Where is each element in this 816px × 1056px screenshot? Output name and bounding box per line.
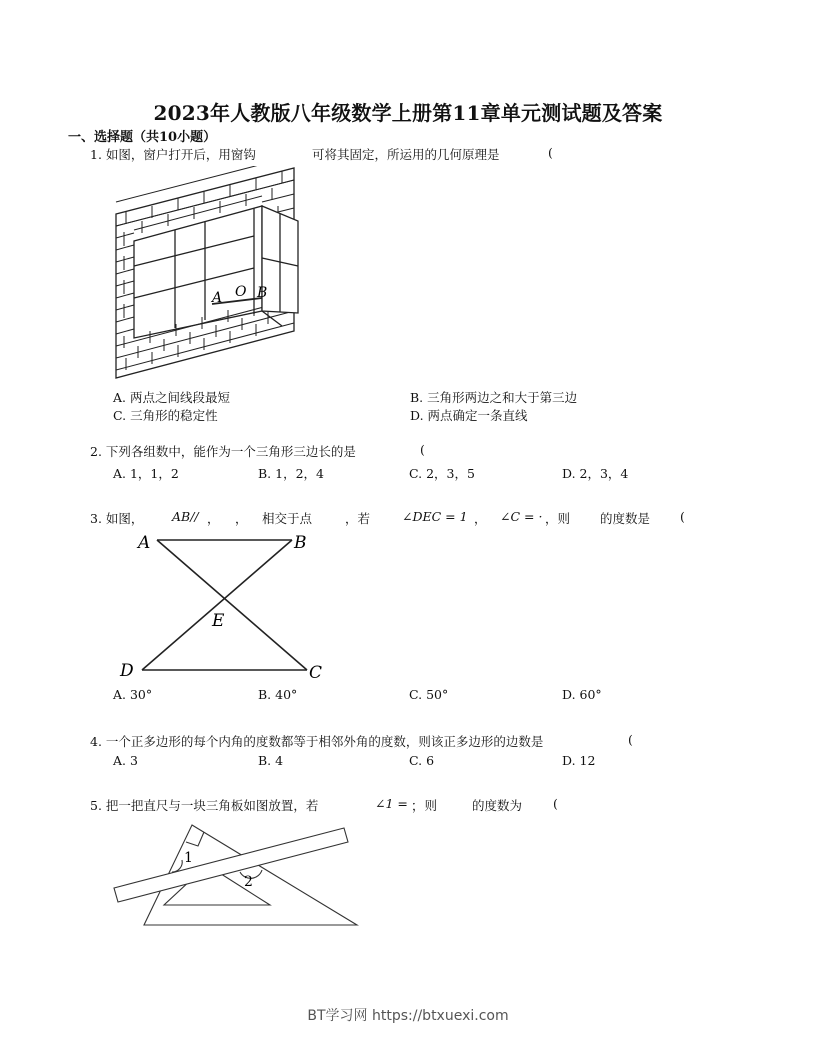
- q3-option-a[interactable]: A. 30°: [113, 687, 153, 702]
- q1-option-c[interactable]: C. 三角形的稳定性: [113, 408, 218, 423]
- ruler-triangle-figure: [112, 820, 372, 930]
- q3-option-d[interactable]: D. 60°: [562, 687, 602, 702]
- label-e: E: [212, 611, 225, 631]
- q3-comma-2: ，: [235, 511, 248, 526]
- label-a: A: [138, 533, 151, 553]
- q3-angle-c: ∠C = ·: [500, 509, 543, 524]
- q5-paren: (: [553, 796, 558, 811]
- q3-stem-part-then: ，则: [545, 511, 571, 526]
- site-watermark: BT学习网 https://btxuexi.com: [307, 1008, 509, 1024]
- q4-option-d[interactable]: D. 12: [562, 753, 596, 768]
- q3-stem-part-1: 3. 如图，: [90, 511, 144, 526]
- q1-stem-part-2: 可将其固定，所运用的几何原理是: [312, 147, 500, 162]
- label-b: B: [294, 533, 307, 553]
- label-angle-2: 2: [244, 874, 253, 890]
- q4-paren: (: [628, 732, 633, 747]
- q3-paren: (: [680, 509, 685, 524]
- q1-stem-part-1: 1. 如图，窗户打开后，用窗钩: [90, 147, 256, 162]
- q4-option-b[interactable]: B. 4: [258, 753, 284, 768]
- q1-option-d[interactable]: D. 两点确定一条直线: [410, 408, 528, 423]
- q2-option-a[interactable]: A. 1，1，2: [113, 466, 179, 481]
- q3-option-b[interactable]: B. 40°: [258, 687, 298, 702]
- q2-paren: (: [420, 442, 425, 457]
- q2-option-d[interactable]: D. 2，3，4: [562, 466, 629, 481]
- label-b: B: [257, 285, 268, 301]
- q2-stem: 2. 下列各组数中，能作为一个三角形三边长的是: [90, 444, 356, 459]
- q3-stem-part-4: ，若: [345, 511, 371, 526]
- q5-stem-part-1: 5. 把一把直尺与一块三角板如图放置，若: [90, 798, 319, 813]
- q3-comma-3: ，: [474, 511, 487, 526]
- q3-ab-parallel: AB//: [172, 509, 199, 524]
- label-angle-1: 1: [184, 850, 193, 866]
- label-a: A: [212, 290, 223, 306]
- label-c: C: [309, 663, 323, 680]
- window-figure: [112, 166, 302, 382]
- q1-option-a[interactable]: A. 两点之间线段最短: [113, 390, 230, 405]
- section-heading: 一、选择题（共10小题）: [68, 130, 217, 145]
- q3-angle-dec: ∠DEC = 1: [402, 509, 468, 524]
- q5-stem-part-degree: 的度数为: [472, 798, 523, 813]
- document-title: 2023年人教版八年级数学上册第11章单元测试题及答案: [153, 101, 663, 125]
- q1-option-b[interactable]: B. 三角形两边之和大于第三边: [410, 390, 578, 405]
- q3-stem-part-3: 相交于点: [262, 511, 313, 526]
- q4-stem: 4. 一个正多边形的每个内角的度数都等于相邻外角的度数，则该正多边形的边数是: [90, 734, 544, 749]
- q2-option-b[interactable]: B. 1，2，4: [258, 466, 324, 481]
- q1-paren: (: [548, 145, 553, 160]
- label-d: D: [120, 661, 134, 680]
- q3-comma-1: ，: [207, 511, 220, 526]
- label-o: O: [235, 284, 247, 300]
- q5-stem-part-then: ，则: [412, 798, 438, 813]
- q3-stem-part-degree: 的度数是: [600, 511, 651, 526]
- q4-option-c[interactable]: C. 6: [409, 753, 435, 768]
- hourglass-figure: [112, 530, 332, 680]
- q3-option-c[interactable]: C. 50°: [409, 687, 449, 702]
- q2-option-c[interactable]: C. 2，3，5: [409, 466, 475, 481]
- q5-angle-1: ∠1 = ·: [375, 796, 416, 811]
- q4-option-a[interactable]: A. 3: [113, 753, 138, 768]
